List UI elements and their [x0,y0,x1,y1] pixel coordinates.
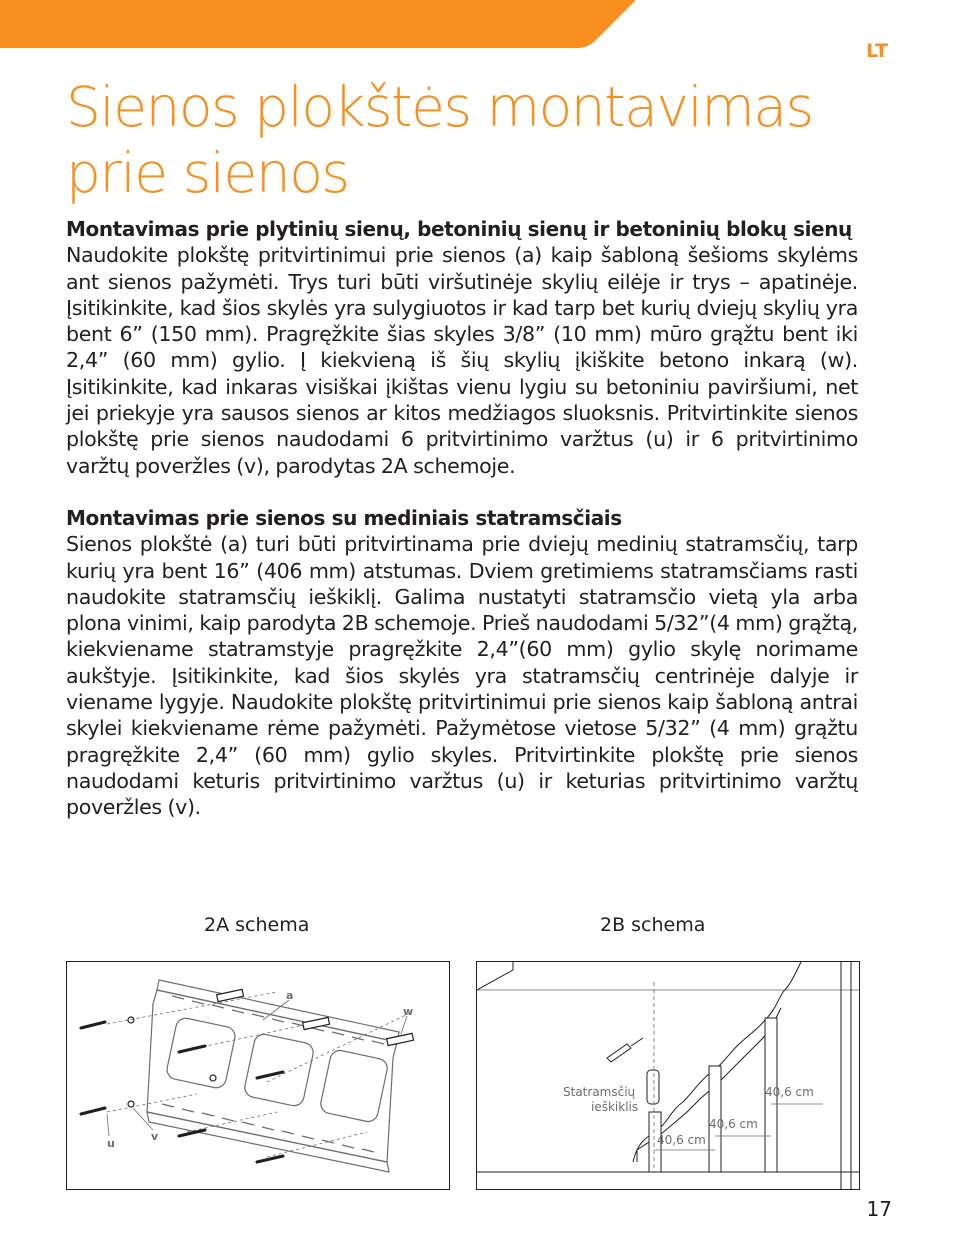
label-washer: v [151,1130,159,1143]
wall-plate-illustration [67,962,450,1190]
main-content [66,216,858,821]
section-wood-studs [66,505,858,821]
plate-cutout-2 [243,1032,315,1107]
wall-plate-top-flange [157,980,399,1042]
page-title-line-1: Sienos plokštės montavimas [66,75,813,139]
stud-finder-label-line-1: Statramsčių [563,1085,636,1099]
washer-1 [128,1017,134,1023]
anchor-2 [303,1017,330,1029]
dimension-label-3: 40,6 cm [765,1085,814,1099]
figure-2a [66,961,450,1190]
washer-2 [128,1101,134,1107]
awl-icon [607,1044,631,1062]
screw-6 [257,1156,283,1162]
section-heading: Montavimas prie plytinių sienų, betoninių sienų ir betoninių blokų sienų [66,217,852,241]
dimension-label-1: 40,6 cm [657,1133,706,1147]
wall-studs-illustration [477,962,860,1190]
plate-cutout-3 [319,1049,389,1124]
wall-plate-bottom-flange [147,1112,389,1172]
stud-finder-label-line-2: ieškiklis [591,1100,639,1114]
stud-finder-icon [647,1070,659,1104]
plate-slots-bottom [162,1104,374,1152]
page-number: 17 [866,1197,892,1221]
section-body: Sienos plokštė (a) turi būti pritvirtinama prie dviejų medinių statramsčių, tarp kurių yra bent 16” (406 mm) atstumas. Dviem gretimiems statramsčiams rasti naudokite statramsčių ieškiklį. Galima nustatyti statramsčio vietą yla arba plona vinimi, kaip parodyta 2B schemoje. Prieš naudodami 5/32”(4 mm) grąžtą, kiekviename statramstyje pragręžkite 2,4”(60 mm) gylio skylę norimame aukštyje. Įsitikinkite, kad šios skylės yra statramsčių centrinėje dalyje ir viename lygyje. Naudokite plokštę pritvirtinimui prie sienos kaip šabloną antrai skylei kiekviename rėme pažymėti. Pažymėtose vietose 5/32” (4 mm) grąžtu pragręžkite 2,4” (60 mm) gylio skyles. Pritvirtinkite plokštę prie sienos naudodami keturis pritvirtinimo varžtus (u) ir keturias pritvirtinimo varžtų poveržles (v). [66,532,858,820]
header-tab-bar [0,0,640,48]
section-brick-concrete [66,216,858,479]
section-heading: Montavimas prie sienos su mediniais statramsčiais [66,505,622,530]
anchor-3 [387,1033,414,1045]
screw-4 [81,1108,105,1114]
figure-2a-caption: 2A schema [204,914,310,936]
washer-3 [210,1075,216,1081]
page-title [66,74,866,206]
figure-2b-caption: 2B schema [600,914,706,936]
wood-studs [649,1018,777,1172]
page-title-line-2: prie sienos [66,141,349,205]
screw-1 [81,1022,105,1028]
dimension-label-2: 40,6 cm [709,1117,758,1131]
screw-2 [179,1046,205,1052]
language-code: LT [866,40,888,62]
label-anchor: w [403,1005,414,1018]
plate-cutout-1 [165,1016,237,1089]
washers [128,1017,216,1107]
anchor-1 [217,989,244,1001]
label-plate: a [286,989,294,1002]
label-screw: u [107,1137,115,1150]
section-body: Naudokite plokštę pritvirtinimui prie sienos (a) kaip šabloną šešioms skylėms ant sienos pažymėti. Trys turi būti viršutinėje skylių eilėje ir trys – apatinėje. Įsitikinkite, kad šios skylės yra sulygiuotos ir kad tarp bet kurių dviejų skylių yra bent 6” (150 mm). Pragręžkite šias skyles 3/8” (10 mm) mūro grąžtu bent iki 2,4” (60 mm) gylio. Į kiekvieną iš šių skylių įkiškite betono inkarą (w). Įsitikinkite, kad inkaras visiškai įkištas vienu lygiu su betoniniu paviršiumi, net jei priekyje yra sausos sienos ar kitos medžiagos sluoksnis. Pritvirtinkite sienos plokštę prie sienos naudodami 6 pritvirtinimo varžtus (u) ir 6 pritvirtinimo varžtų poveržles (v), parodytas 2A schemoje. [66,243,858,478]
screw-3 [257,1072,283,1078]
figure-2b [476,961,860,1190]
